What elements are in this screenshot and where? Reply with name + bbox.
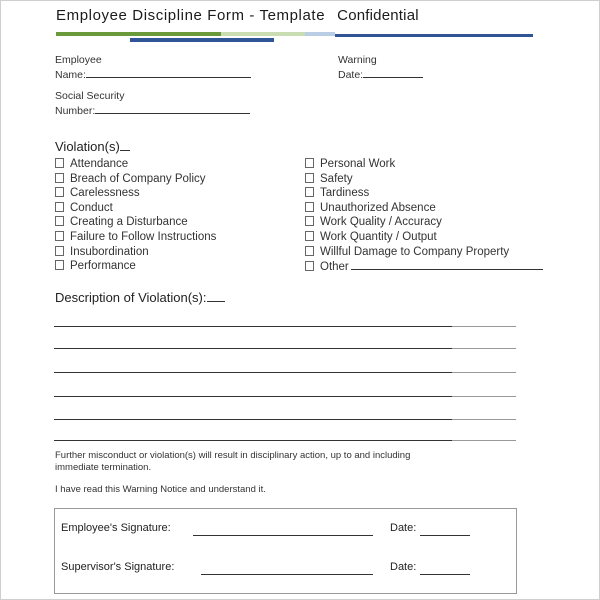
violation-label: Failure to Follow Instructions [70,230,217,243]
checkbox-icon[interactable] [305,246,314,256]
checkbox-icon[interactable] [55,158,64,168]
checkbox-icon[interactable] [55,216,64,226]
signature-box [54,508,517,594]
description-heading-rule [207,301,225,302]
header-bar-light-green [221,32,305,36]
description-heading-text: Description of Violation(s): [55,290,207,305]
checkbox-icon[interactable] [55,187,64,197]
warning-date-field [338,54,423,81]
employee-signature-date-line[interactable] [420,535,470,536]
number-label: Number: [55,104,96,117]
violation-label: Conduct [70,201,113,214]
employee-signature-line[interactable] [193,535,373,536]
violation-item[interactable] [55,172,216,187]
header-bar-blue [335,34,533,37]
supervisor-signature-line[interactable] [201,574,373,575]
supervisor-signature-date-line[interactable] [420,574,470,575]
supervisor-signature-label: Supervisor's Signature: [61,561,175,573]
ssn-label: Social Security [55,90,125,102]
violation-label: Work Quantity / Output [320,230,437,243]
checkbox-icon[interactable] [55,202,64,212]
violation-item[interactable] [55,215,216,230]
violation-item-other[interactable] [305,259,543,275]
confidential-label: Confidential [337,7,419,24]
violation-label: Carelessness [70,187,140,200]
form-title-text: Employee Discipline Form - Template [56,7,326,24]
checkbox-icon[interactable] [305,173,314,183]
checkbox-icon[interactable] [305,158,314,168]
violation-label: Breach of Company Policy [70,172,206,185]
violation-label: Tardiness [320,187,370,200]
violations-heading [55,139,130,154]
violation-label: Willful Damage to Company Property [320,245,510,258]
form-title [56,7,419,24]
violation-item[interactable] [55,230,216,245]
violations-heading-rule [120,150,130,151]
checkbox-icon[interactable] [305,202,314,212]
description-heading [55,290,225,305]
further-misconduct-notice: Further misconduct or violation(s) will result in disciplinary action, up to and including immediate termination. [55,450,411,473]
ssn-number-line[interactable] [95,103,250,114]
employee-label: Employee [55,54,102,66]
violation-item[interactable] [305,230,543,245]
other-specify-line[interactable] [351,259,543,270]
warning-label: Warning [338,54,377,66]
violation-label: Unauthorized Absence [320,201,436,214]
name-label: Name: [55,68,86,81]
checkbox-icon[interactable] [55,231,64,241]
violation-item[interactable] [55,186,216,201]
checkbox-icon[interactable] [305,231,314,241]
violation-item[interactable] [305,245,543,260]
violations-list-left [55,157,216,274]
checkbox-icon[interactable] [55,260,64,270]
violation-label: Other [320,261,349,274]
employee-signature-label: Employee's Signature: [61,522,171,534]
violation-item[interactable] [305,186,543,201]
violation-label: Attendance [70,158,129,170]
violation-label: Insubordination [70,245,149,258]
checkbox-icon[interactable] [305,261,314,271]
violation-item[interactable] [305,201,543,216]
violations-list-right [305,157,543,275]
checkbox-icon[interactable] [55,246,64,256]
ssn-field [55,90,250,117]
header-bar-light-blue [305,32,335,36]
violation-label: Safety [320,172,353,185]
violation-item[interactable] [55,245,216,260]
header-bar-green [56,32,221,36]
violation-label: Work Quality / Accuracy [320,216,442,229]
violation-label: Personal Work [320,158,396,170]
header-bar-blue-lower [130,38,274,42]
violation-item[interactable] [55,201,216,216]
acknowledgement-notice: I have read this Warning Notice and understand it. [55,484,266,495]
violations-heading-text: Violation(s) [55,139,120,154]
violation-item[interactable] [55,157,216,172]
employee-signature-date-label: Date: [390,522,417,534]
violation-item[interactable] [305,172,543,187]
violation-label: Performance [70,260,136,273]
supervisor-signature-date-label: Date: [390,561,417,573]
employee-name-line[interactable] [86,67,251,78]
checkbox-icon[interactable] [305,187,314,197]
violation-item[interactable] [305,215,543,230]
employee-name-field [55,54,251,81]
checkbox-icon[interactable] [55,173,64,183]
checkbox-icon[interactable] [305,216,314,226]
violation-label: Creating a Disturbance [70,216,188,229]
violation-item[interactable] [55,259,216,274]
warning-date-line[interactable] [363,67,423,78]
warning-date-label: Date: [338,68,364,81]
violation-item[interactable] [305,157,543,172]
